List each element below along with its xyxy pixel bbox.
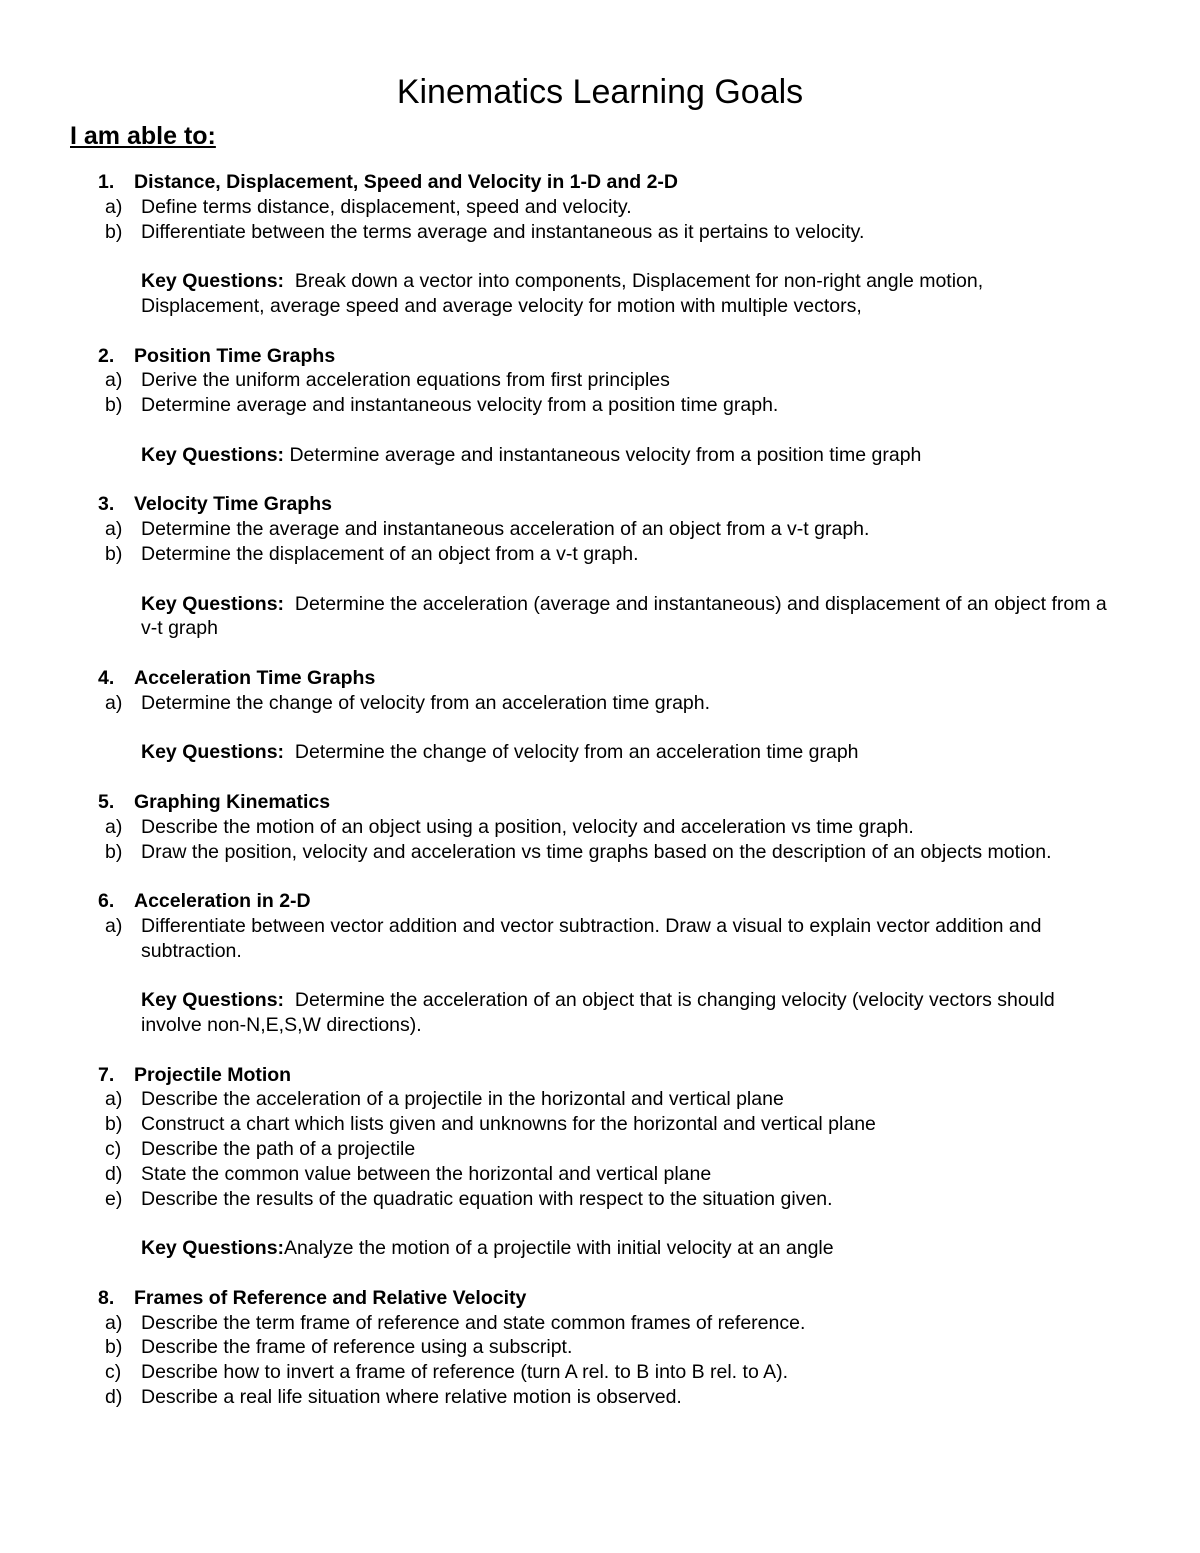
key-questions-label: Key Questions: bbox=[141, 741, 285, 764]
item-text: State the common value between the horizontal and vertical plane bbox=[141, 1162, 712, 1185]
goal-item bbox=[0, 1311, 1200, 1336]
section-heading bbox=[0, 790, 1200, 815]
page-subtitle: I am able to: bbox=[70, 122, 216, 150]
item-text: Determine the change of velocity from an acceleration time graph. bbox=[141, 691, 711, 714]
item-letter: c) bbox=[105, 1361, 122, 1384]
section-heading bbox=[0, 1063, 1200, 1088]
goal-item bbox=[0, 815, 1200, 840]
item-text: Describe the path of a projectile bbox=[141, 1138, 416, 1161]
section-heading-text: Acceleration in 2-D bbox=[134, 890, 311, 913]
goal-item bbox=[0, 1360, 1200, 1385]
goal-section bbox=[0, 492, 1200, 641]
item-letter: c) bbox=[105, 1138, 122, 1161]
item-text: Differentiate between vector addition and vector subtraction. Draw a visual to explain vector addition and subtraction. bbox=[141, 914, 1042, 962]
item-letter: a) bbox=[105, 1088, 123, 1111]
item-letter: b) bbox=[105, 840, 123, 863]
key-questions-label: Key Questions: bbox=[141, 443, 285, 466]
item-letter: e) bbox=[105, 1187, 123, 1210]
section-heading bbox=[0, 889, 1200, 914]
goal-item bbox=[0, 840, 1200, 865]
section-heading-text: Distance, Displacement, Speed and Velocity in 1-D and 2-D bbox=[134, 171, 678, 193]
item-text: Describe the motion of an object using a position, velocity and acceleration vs time graph. bbox=[141, 815, 914, 838]
goal-item bbox=[0, 195, 1200, 220]
section-heading-text: Acceleration Time Graphs bbox=[134, 666, 376, 689]
goal-item bbox=[0, 393, 1200, 418]
section-heading-text: Velocity Time Graphs bbox=[134, 493, 332, 516]
key-questions bbox=[0, 740, 1200, 765]
goal-section bbox=[0, 790, 1200, 864]
goal-item bbox=[0, 517, 1200, 542]
item-text: Describe a real life situation where relative motion is observed. bbox=[141, 1386, 682, 1409]
key-questions-text: Analyze the motion of a projectile with initial velocity at an angle bbox=[284, 1237, 834, 1260]
item-text: Draw the position, velocity and acceleration vs time graphs based on the description of an objects motion. bbox=[141, 840, 1052, 863]
goal-section bbox=[0, 666, 1200, 765]
item-letter: d) bbox=[105, 1386, 123, 1409]
item-text: Construct a chart which lists given and unknowns for the horizontal and vertical plane bbox=[141, 1113, 876, 1136]
key-questions bbox=[0, 1236, 1200, 1261]
section-number: 3. bbox=[98, 493, 115, 516]
item-text: Determine the average and instantaneous acceleration of an object from a v-t graph. bbox=[141, 518, 870, 541]
section-heading bbox=[0, 666, 1200, 691]
section-number: 5. bbox=[98, 790, 115, 813]
goal-item bbox=[0, 691, 1200, 716]
section-heading-text: Frames of Reference and Relative Velocity bbox=[134, 1286, 527, 1309]
item-letter: a) bbox=[105, 691, 123, 714]
item-letter: b) bbox=[105, 542, 123, 565]
item-text: Describe the results of the quadratic equation with respect to the situation given. bbox=[141, 1187, 833, 1210]
item-letter: a) bbox=[105, 369, 123, 392]
key-questions bbox=[0, 592, 1200, 642]
item-letter: b) bbox=[105, 1336, 123, 1359]
goal-item bbox=[0, 368, 1200, 393]
key-questions-label: Key Questions: bbox=[141, 989, 285, 1012]
key-questions-label: Key Questions: bbox=[141, 270, 285, 293]
key-questions-text: Determine the change of velocity from an acceleration time graph bbox=[284, 741, 859, 764]
section-heading bbox=[0, 492, 1200, 517]
section-number: 8. bbox=[98, 1286, 115, 1309]
section-heading-text: Position Time Graphs bbox=[134, 344, 336, 367]
item-letter: a) bbox=[105, 1311, 123, 1334]
section-heading-text: Graphing Kinematics bbox=[134, 790, 331, 813]
item-text: Describe the acceleration of a projectile in the horizontal and vertical plane bbox=[141, 1088, 784, 1111]
key-questions-text: Determine average and instantaneous velocity from a position time graph bbox=[284, 443, 922, 466]
section-heading-text: Projectile Motion bbox=[134, 1063, 292, 1086]
goal-item bbox=[0, 1112, 1200, 1137]
goal-item bbox=[0, 914, 1200, 964]
page-title: Kinematics Learning Goals bbox=[396, 73, 804, 111]
section-heading bbox=[0, 1286, 1200, 1311]
item-text: Differentiate between the terms average and instantaneous as it pertains to velocity. bbox=[141, 220, 865, 243]
section-number: 1. bbox=[98, 171, 115, 193]
key-questions-label: Key Questions: bbox=[141, 592, 285, 615]
goal-item bbox=[0, 1335, 1200, 1360]
goal-item bbox=[0, 1187, 1200, 1212]
goal-item bbox=[0, 1162, 1200, 1187]
item-text: Derive the uniform acceleration equations from first principles bbox=[141, 369, 670, 392]
item-text: Determine the displacement of an object from a v-t graph. bbox=[141, 542, 639, 565]
item-text: Determine average and instantaneous velocity from a position time graph. bbox=[141, 394, 779, 417]
item-letter: d) bbox=[105, 1162, 123, 1185]
section-heading bbox=[0, 344, 1200, 369]
item-text: Describe how to invert a frame of reference (turn A rel. to B into B rel. to A). bbox=[141, 1361, 789, 1384]
goal-item bbox=[0, 1137, 1200, 1162]
item-letter: b) bbox=[105, 1113, 123, 1136]
key-questions-label: Key Questions: bbox=[141, 1237, 285, 1260]
goal-section bbox=[0, 1286, 1200, 1410]
goal-section bbox=[0, 1063, 1200, 1261]
item-text: Describe the term frame of reference and state common frames of reference. bbox=[141, 1311, 806, 1334]
section-number: 6. bbox=[98, 890, 115, 913]
key-questions-text: Determine the acceleration (average and instantaneous) and displacement of an object from a v-t graph bbox=[141, 592, 1113, 640]
key-questions bbox=[0, 443, 1200, 468]
item-letter: a) bbox=[105, 815, 123, 838]
item-text: Describe the frame of reference using a subscript. bbox=[141, 1336, 573, 1359]
goal-section bbox=[0, 889, 1200, 1038]
goal-section bbox=[0, 170, 1200, 319]
key-questions-text: Determine the acceleration of an object that is changing velocity (velocity vectors should involve non-N,E,S,W directions). bbox=[141, 989, 1061, 1037]
key-questions bbox=[0, 988, 1200, 1038]
item-letter: a) bbox=[105, 195, 123, 218]
goal-section bbox=[0, 344, 1200, 468]
goal-item bbox=[0, 1087, 1200, 1112]
key-questions bbox=[0, 269, 1200, 319]
item-letter: b) bbox=[105, 220, 123, 243]
key-questions-text: Break down a vector into components, Displacement for non-right angle motion, Displacement, average speed and average velocity for motion with multiple vectors, bbox=[141, 270, 989, 317]
section-number: 2. bbox=[98, 344, 115, 367]
section-number: 4. bbox=[98, 666, 115, 689]
item-letter: a) bbox=[105, 518, 123, 541]
item-letter: b) bbox=[105, 394, 123, 417]
learning-goals-list bbox=[0, 170, 1200, 1410]
goal-item bbox=[0, 1385, 1200, 1410]
section-heading bbox=[0, 170, 1200, 195]
item-text: Define terms distance, displacement, speed and velocity. bbox=[141, 195, 632, 218]
goal-item bbox=[0, 542, 1200, 567]
item-letter: a) bbox=[105, 914, 123, 937]
section-number: 7. bbox=[98, 1063, 115, 1086]
goal-item bbox=[0, 220, 1200, 245]
